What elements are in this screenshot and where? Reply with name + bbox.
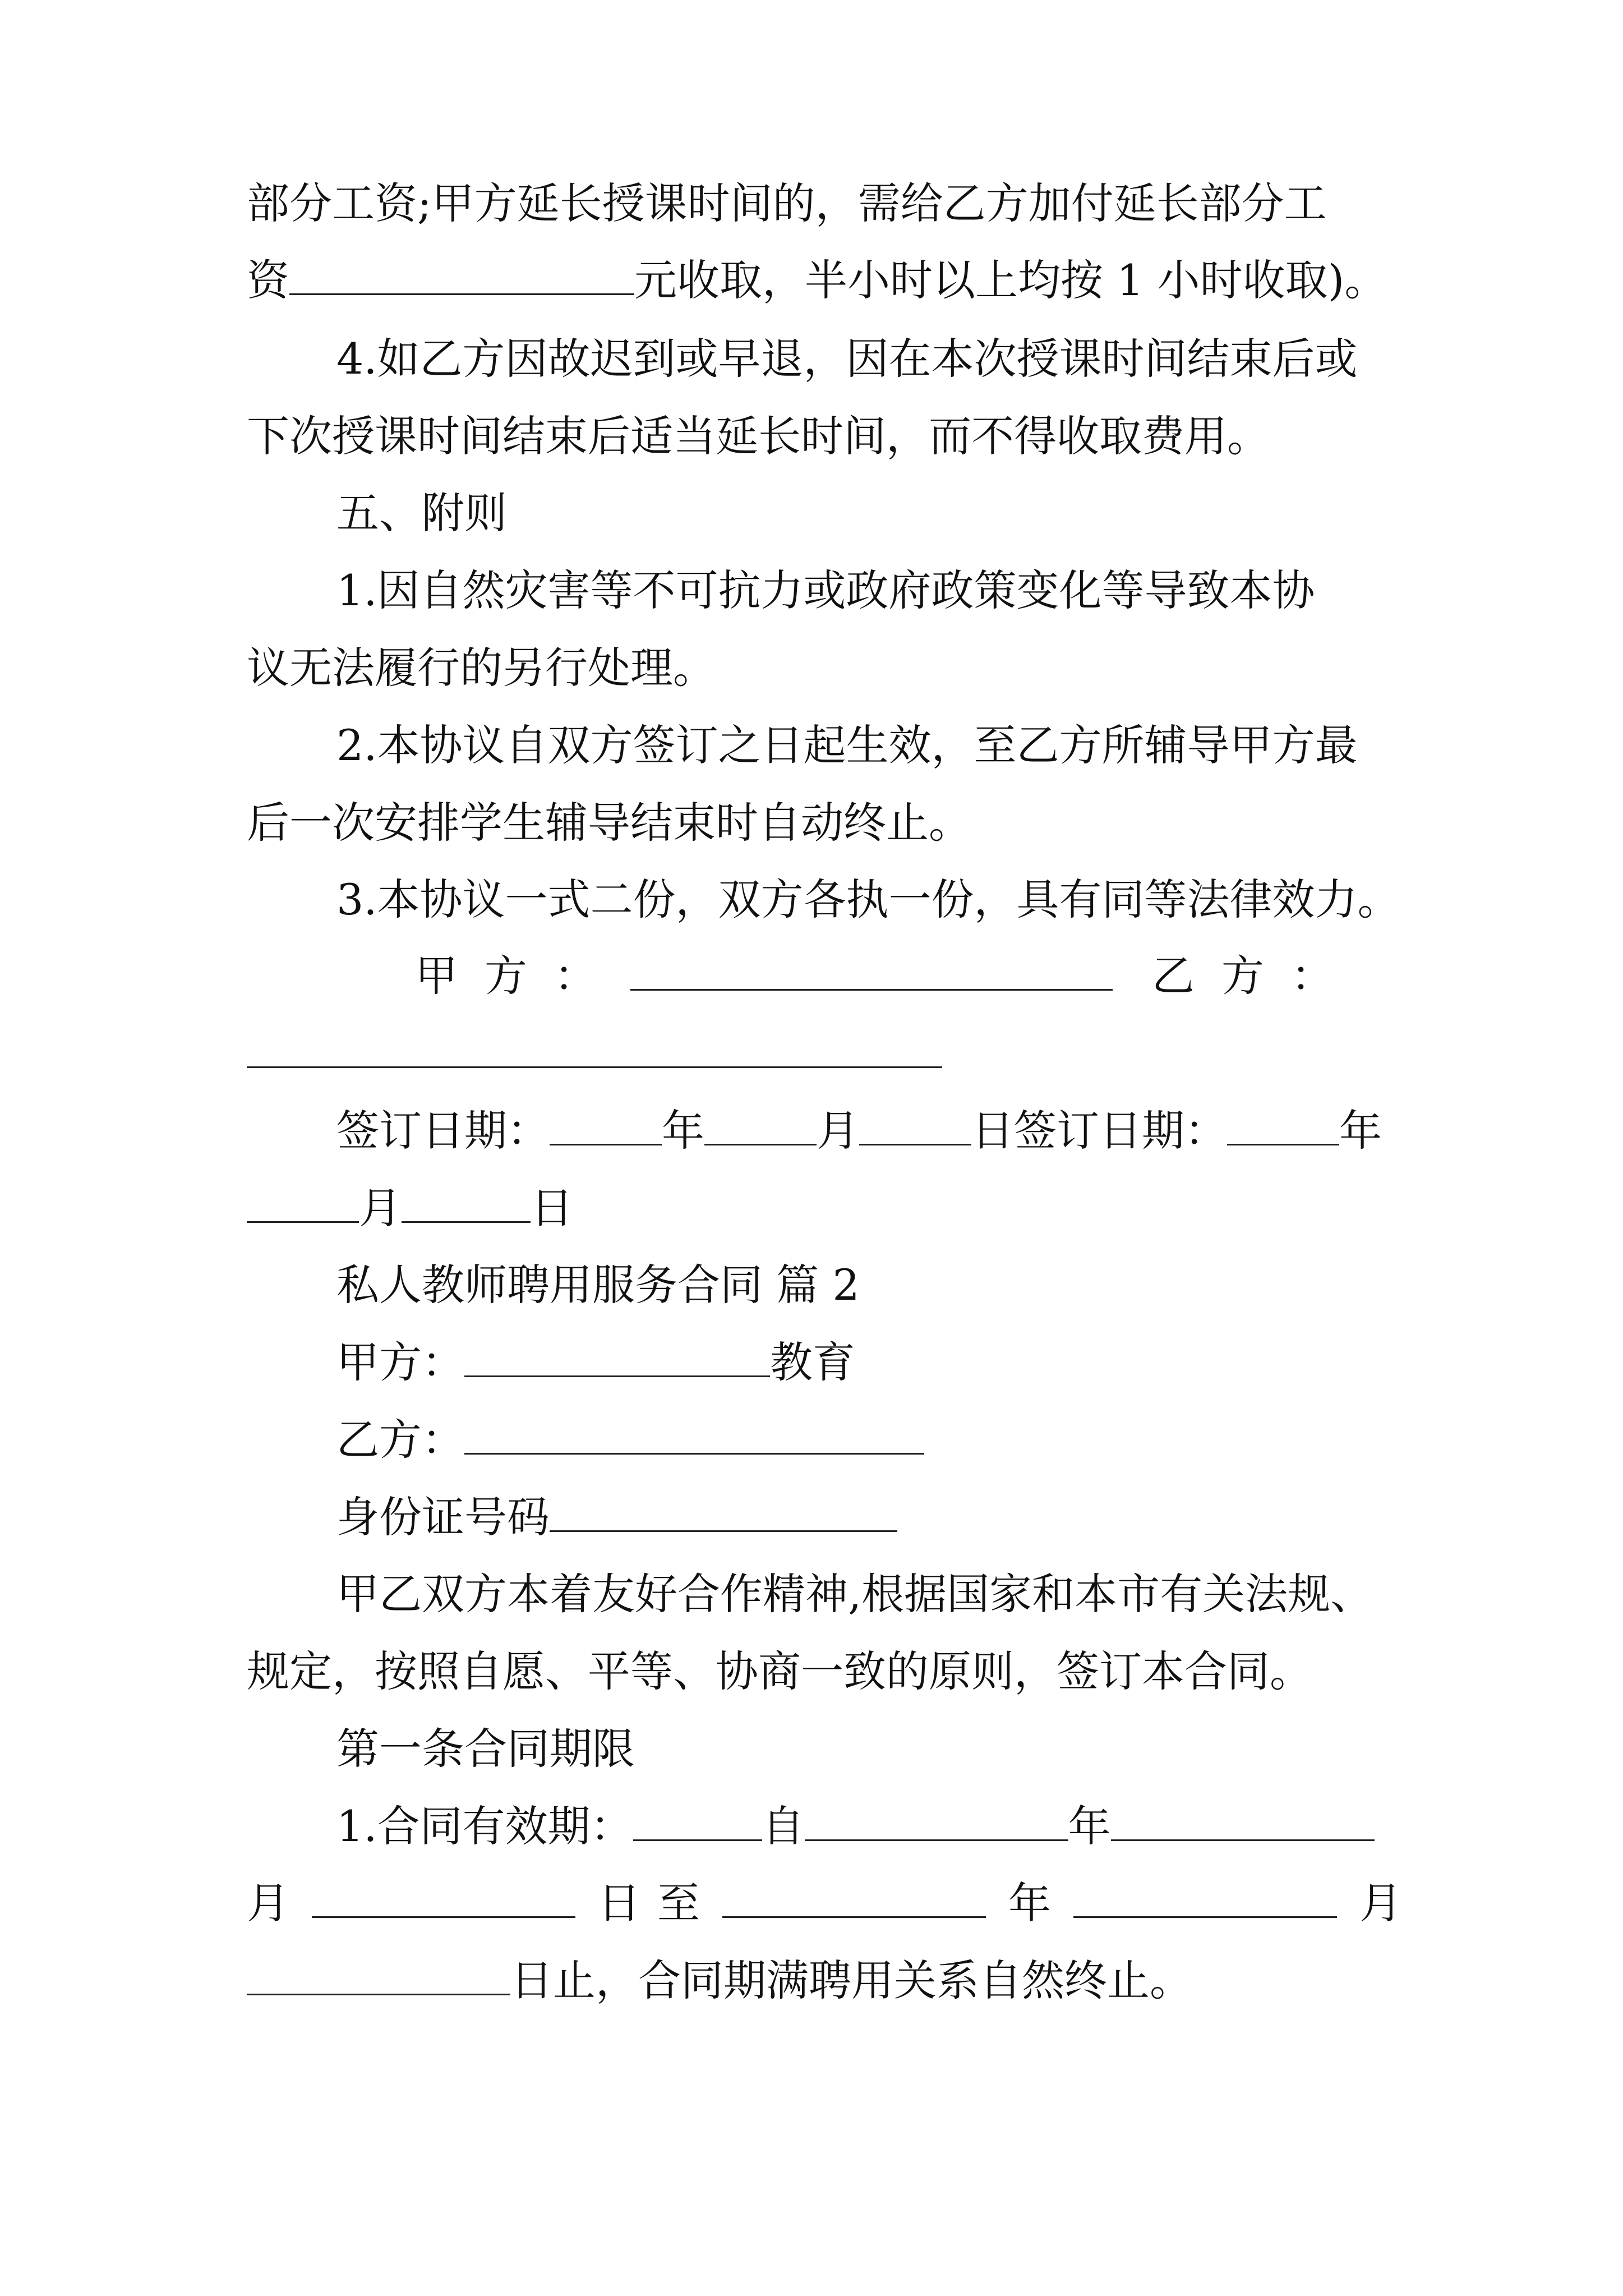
fill-in-blank (1111, 1803, 1375, 1841)
text-segment: 元收取，半小时以上均按 1 小时收取)。 (634, 255, 1387, 305)
text-segment: 日签订日期： (971, 1106, 1227, 1156)
text-line (336, 331, 1623, 387)
fill-in-blank (464, 1340, 770, 1377)
text-segment: 教育 (770, 1337, 855, 1387)
text-segment: 日 (598, 1878, 640, 1928)
fill-in-blank (247, 1030, 942, 1068)
text-line (247, 640, 1623, 696)
fill-in-blank (247, 1185, 359, 1223)
text-segment: 乙 (1152, 951, 1195, 1001)
text-segment: 1.因自然灾害等不可抗力或政府政策变化等导致本协 (336, 565, 1315, 615)
text-line (336, 485, 1623, 541)
text-segment: 签订日期： (336, 1106, 550, 1156)
text-line (247, 795, 1623, 851)
fill-in-blank (464, 1417, 924, 1455)
text-segment: 1.合同有效期： (336, 1801, 633, 1851)
text-segment: 甲 (415, 951, 458, 1001)
text-segment: 甲乙双方本着友好合作精神,根据国家和本市有关法规、 (336, 1569, 1373, 1619)
text-segment: 2.本协议自双方签订之日起生效，至乙方所辅导甲方最 (336, 720, 1358, 770)
text-line (336, 563, 1623, 619)
text-segment: 自 (762, 1801, 805, 1851)
text-segment: 4.如乙方因故迟到或早退，因在本次授课时间结束后或 (336, 334, 1358, 384)
text-line (415, 948, 1623, 1004)
fill-in-blank (550, 1108, 662, 1145)
text-segment: 日止，合同期满聘用关系自然终止。 (510, 1955, 1192, 2005)
text-segment: 月 (1359, 1878, 1402, 1928)
text-segment: 年 (1068, 1801, 1111, 1851)
fill-in-blank (1073, 1880, 1337, 1918)
text-line (336, 1489, 1623, 1545)
fill-in-blank (1227, 1108, 1339, 1145)
text-segment: 月 (359, 1183, 402, 1233)
text-segment: 资 (247, 255, 289, 305)
text-line (247, 408, 1623, 464)
text-segment: 甲方： (336, 1337, 464, 1387)
text-line (247, 1953, 1623, 2009)
text-line (247, 1025, 1623, 1082)
text-segment: 至 (657, 1878, 700, 1928)
fill-in-blank (312, 1880, 575, 1918)
text-line (336, 1412, 1623, 1468)
fill-in-blank (402, 1185, 531, 1223)
text-line (336, 1566, 1623, 1622)
text-segment: ： (554, 951, 597, 1001)
text-line (336, 1257, 1623, 1313)
fill-in-blank (805, 1803, 1068, 1841)
text-segment: 下次授课时间结束后适当延长时间，而不得收取费用。 (247, 411, 1270, 461)
text-line (336, 872, 1623, 928)
text-segment: 私人教师聘用服务合同 篇 2 (336, 1260, 860, 1310)
text-line (336, 1798, 1623, 1855)
text-segment: 年 (1008, 1878, 1051, 1928)
text-segment: ： (1291, 951, 1334, 1001)
text-segment: 方 (485, 951, 527, 1001)
text-line (247, 252, 1623, 309)
text-segment: 日 (531, 1183, 573, 1233)
text-segment: 方 (1221, 951, 1264, 1001)
fill-in-blank (722, 1880, 986, 1918)
text-segment: 乙方： (336, 1415, 464, 1465)
fill-in-blank (550, 1494, 897, 1532)
fill-in-blank (859, 1108, 971, 1145)
text-segment: 月 (817, 1106, 859, 1156)
fill-in-blank (633, 1803, 762, 1841)
text-line (247, 1644, 1623, 1700)
text-segment: 年 (662, 1106, 704, 1156)
text-line (247, 176, 1623, 232)
fill-in-blank (704, 1108, 817, 1145)
text-line (247, 1875, 1623, 1931)
text-line (336, 1721, 1623, 1777)
text-segment: 部分工资;甲方延长授课时间的，需给乙方加付延长部分工 (247, 178, 1327, 228)
text-segment: 规定，按照自愿、平等、协商一致的原则，签订本合同。 (247, 1646, 1312, 1696)
text-segment: 年 (1339, 1106, 1382, 1156)
text-line (336, 717, 1623, 774)
text-segment: 第一条合同期限 (336, 1724, 635, 1774)
text-segment: 五、附则 (336, 488, 507, 538)
text-line (336, 1335, 1623, 1391)
text-segment: 后一次安排学生辅导结束时自动终止。 (247, 798, 971, 848)
text-segment: 月 (247, 1878, 289, 1928)
text-segment: 3.本协议一式二份，双方各执一份，具有同等法律效力。 (336, 875, 1400, 924)
fill-in-blank (289, 257, 634, 295)
text-segment: 议无法履行的另行处理。 (247, 643, 716, 693)
text-segment: 身份证号码 (336, 1492, 550, 1542)
text-line (247, 1180, 1623, 1236)
fill-in-blank (247, 1958, 510, 1995)
text-line (336, 1103, 1623, 1159)
fill-in-blank (630, 953, 1113, 991)
